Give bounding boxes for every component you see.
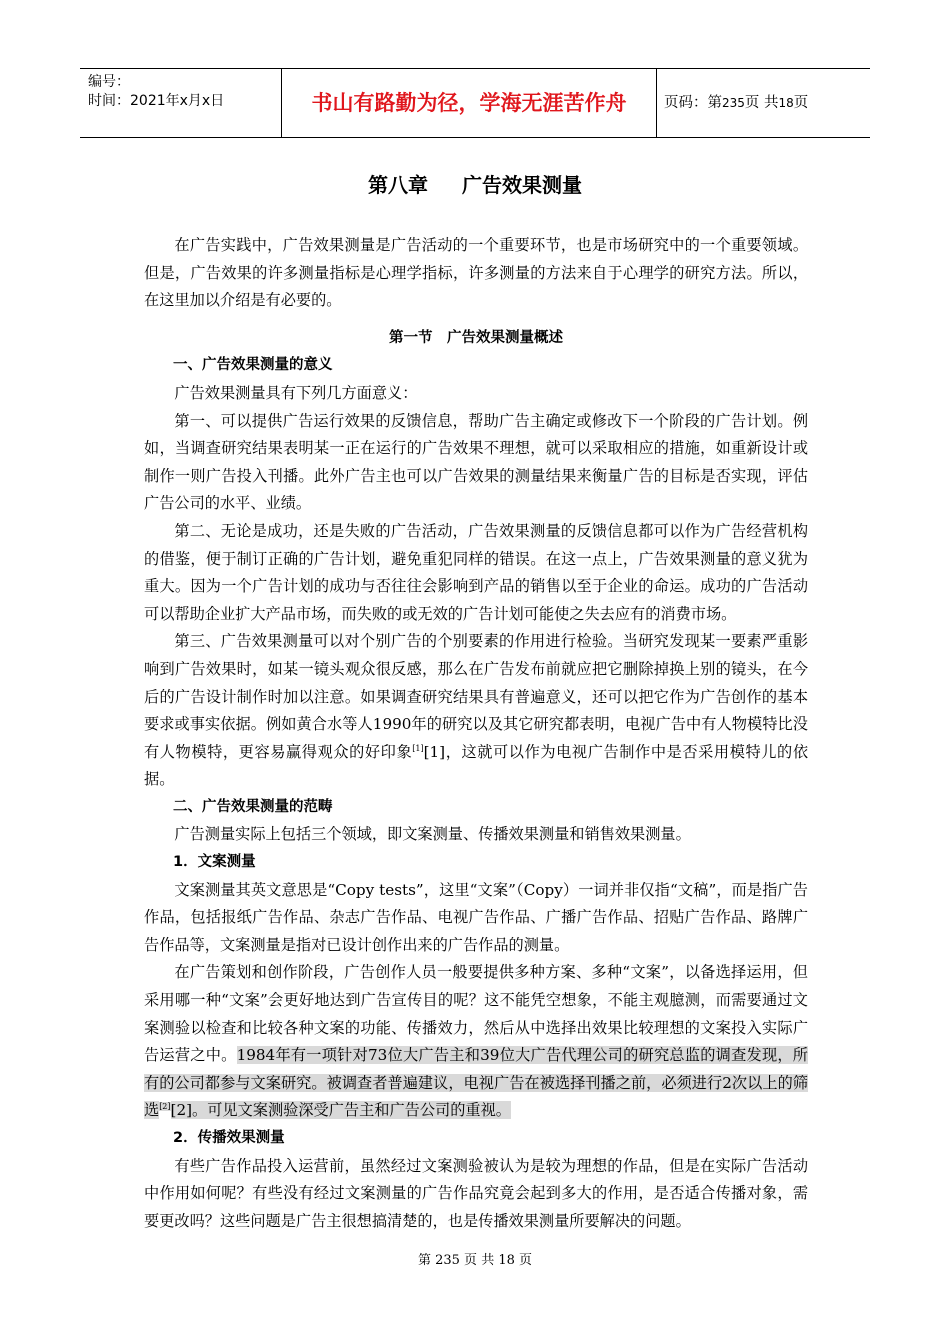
paragraph-text: [1]，这就可以作为电视广告制作中是否采用模特儿的依据。	[144, 742, 809, 789]
footnote-ref: [2]	[159, 1102, 171, 1112]
header-motto: 书山有路勤为径，学海无涯苦作舟	[281, 69, 657, 137]
chapter-number: 第八章	[368, 173, 428, 197]
paragraph	[144, 959, 808, 1125]
page-mid: 页 共	[744, 95, 779, 111]
intro-paragraph: 在广告实践中，广告效果测量是广告活动的一个重要环节，也是市场研究中的一个重要领域。但是，广告效果的许多测量指标是心理学指标，许多测量的方法来自于心理学的研究方法。所以，在这里加以介绍是有必要的。	[144, 236, 808, 310]
paragraph: 有些广告作品投入运营前，虽然经过文案测验被认为是较为理想的作品，但是在实际广告活动中作用如何呢？有些没有经过文案测量的广告作品究竟会起到多大的作用，是否适合传播对象，需要更改吗？这些问题是广告主很想搞清楚的，也是传播效果测量所要解决的问题。	[144, 1156, 808, 1230]
chapter-title	[0, 171, 950, 199]
page-number: 235	[722, 96, 745, 110]
paragraph: 第二、无论是成功，还是失败的广告活动，广告效果测量的反馈信息都可以作为广告经营机构的借鉴，便于制订正确的广告计划，避免重犯同样的错误。在这一点上，广告效果测量的意义犹为重大。因为一个广告计划的成功与否往往会影响到产品的销售以至于企业的命运。成功的广告活动可以帮助企业扩大产品市场，而失败的或无效的广告计划可能使之失去应有的消费市场。	[144, 521, 808, 623]
header-page-info	[656, 69, 870, 137]
paragraph: 文案测量其英文意思是“Copy tests”，这里“文案”（Copy）一词并非仅指“文稿”，而是指广告作品，包括报纸广告作品、杂志广告作品、电视广告作品、广播广告作品、招贴广告作品、路牌广告作品等，文案测量是指对已设计创作出来的广告作品的测量。	[144, 880, 808, 954]
page-footer: 第 235 页 共 18 页	[417, 1253, 533, 1268]
section-title: 第一节 广告效果测量概述	[389, 329, 563, 346]
paragraph-text: 在广告策划和创作阶段，广告创作人员一般要提供多种方案、多种“文案”，以备选择运用，但采用哪一种“文案”会更好地达到广告宣传目的呢？这不能凭空想象，不能主观臆测，而需要通过文案测验以检查和比较各种文案的功能、传播效力，然后从中选择出效果比较理想的文案投入实际广告运营之中。	[144, 963, 808, 1065]
header-meta	[80, 69, 281, 137]
highlighted-text: 1984年有一项针对73位大广告主和39位大广告代理公司的研究总监的调查发现，所有的公司都参与文案研究。被调查者普遍建议，电视广告在被选择刊播之前，必须进行2次以上的筛选	[144, 1046, 808, 1120]
number-label: 编号：	[88, 74, 130, 90]
page-total: 18	[778, 96, 794, 110]
heading-significance: 一、广告效果测量的意义	[173, 357, 333, 374]
paragraph: 广告效果测量具有下列几方面意义：	[174, 383, 418, 402]
paragraph: 第一、可以提供广告运行效果的反馈信息，帮助广告主确定或修改下一个阶段的广告计划。例如，当调查研究结果表明某一正在运行的广告效果不理想，就可以采取相应的措施，如重新设计或制作一则广告投入刊播。此外广告主也可以广告效果的测量结果来衡量广告的目标是否实现，评估广告公司的水平、业绩。	[144, 411, 808, 513]
paragraph-text: 第三、广告效果测量可以对个别广告的个别要素的作用进行检验。当研究发现某一要素严重影响到广告效果时，如某一镜头观众很反感，那么在广告发布前就应把它删除掉换上别的镜头，在今后的广告设计制作时加以注意。如果调查研究结果具有普遍意义，还可以把它作为广告创作的基本要求或事实依据。例如黄合水等人1990年的研究以及其它研究都表明，电视广告中有人物模特比没有人物模特，更容易赢得观众的好印象	[144, 632, 808, 761]
heading-scope: 二、广告效果测量的范畴	[173, 798, 333, 815]
heading-communication: 2．传播效果测量	[173, 1130, 285, 1146]
page-suffix: 页	[793, 95, 809, 111]
paragraph	[144, 628, 808, 794]
heading-copy-test: 1．文案测量	[173, 854, 256, 871]
document-body	[144, 232, 808, 1235]
date-label: 时间：2021年x月x日	[88, 93, 225, 109]
highlighted-text: [2]。可见文案测验深受广告主和广告公司的重视。	[170, 1101, 511, 1120]
paragraph: 广告测量实际上包括三个领域，即文案测量、传播效果测量和销售效果测量。	[174, 825, 691, 844]
page-header	[80, 68, 870, 138]
chapter-name: 广告效果测量	[462, 173, 582, 197]
page-prefix: 页码：第	[664, 95, 722, 111]
footnote-ref: [1]	[412, 743, 424, 753]
